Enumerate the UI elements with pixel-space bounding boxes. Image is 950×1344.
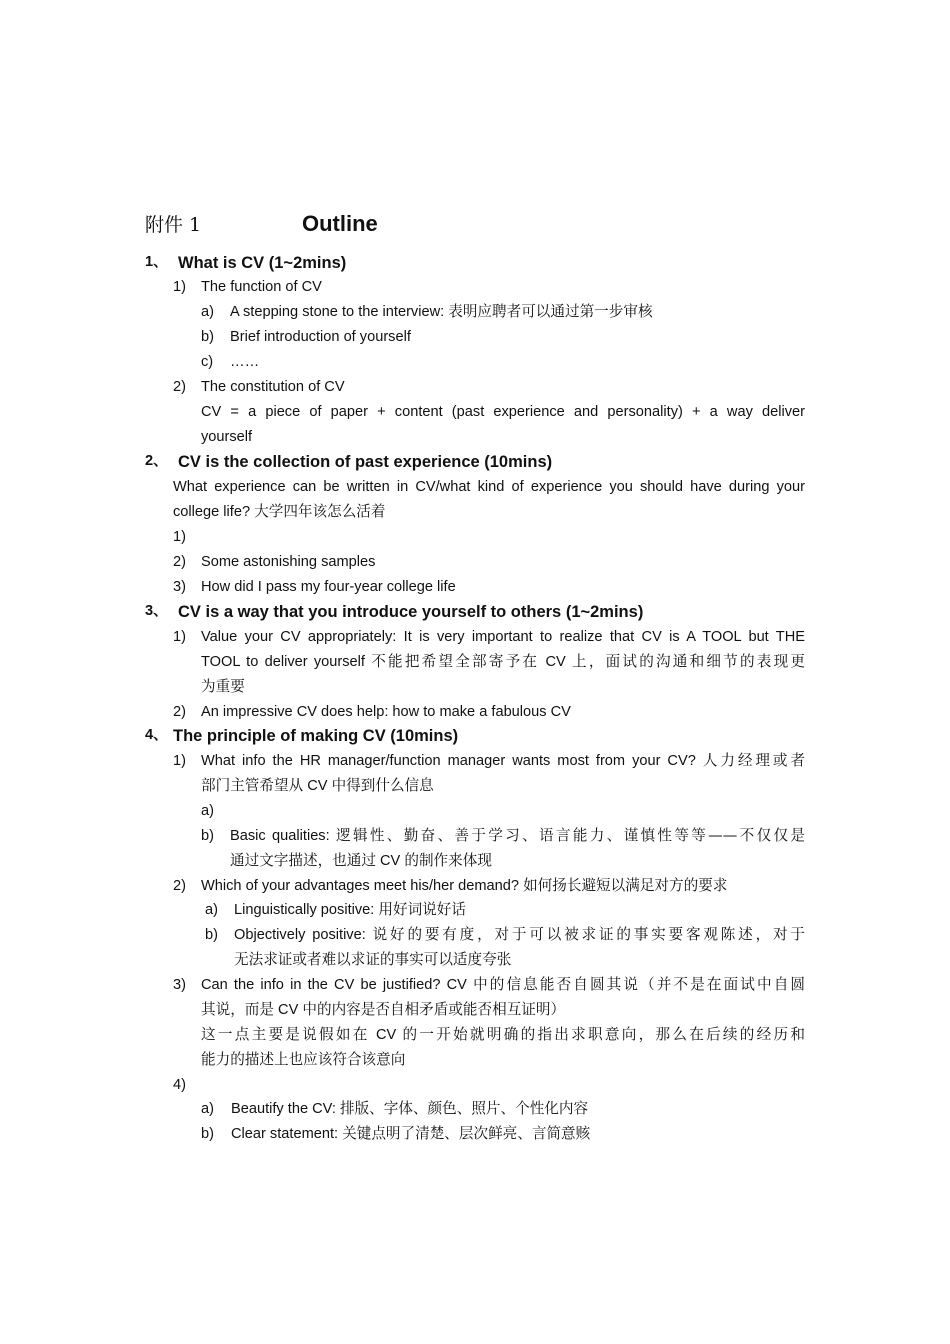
paragraph-line: 能力的描述上也应该符合该意向 xyxy=(201,1051,406,1068)
paragraph-line: Basic qualities: 逻辑性、勤奋、善于学习、语言能力、谨慎性等等——不仅仅是 xyxy=(230,827,805,844)
paragraph-line: Value your CV appropriately: It is very important to realize that CV is A TOOL but THE xyxy=(201,629,805,645)
paragraph-line: 这一点主要是说假如在 CV 的一开始就明确的指出求职意向，那么在后续的经历和 xyxy=(201,1026,805,1043)
list-letter: b) xyxy=(205,927,218,943)
paragraph-line: CV = a piece of paper + content (past experience and personality) + a way deliver xyxy=(201,404,805,420)
list-letter: a) xyxy=(201,1101,214,1117)
paragraph-line: yourself xyxy=(201,429,253,445)
list-item: Which of your advantages meet his/her demand? 如何扬长避短以满足对方的要求 xyxy=(201,877,728,894)
list-letter: b) xyxy=(201,828,214,844)
list-letter: a) xyxy=(201,304,214,320)
paragraph-line: 部门主管希望从 CV 中得到什么信息 xyxy=(201,777,434,794)
section-number: 1、 xyxy=(145,254,168,270)
list-item: Clear statement: 关键点明了清楚、层次鲜亮、言简意赅 xyxy=(231,1125,591,1142)
list-number: 2) xyxy=(173,704,186,720)
list-item: The constitution of CV xyxy=(201,379,345,395)
list-number: 1) xyxy=(173,753,186,769)
list-letter: b) xyxy=(201,329,214,345)
list-number: 1) xyxy=(173,279,186,295)
section-number: 4、 xyxy=(145,727,168,743)
list-item: Brief introduction of yourself xyxy=(230,329,411,345)
attachment-label: 附件 1 xyxy=(145,214,202,236)
list-number: 2) xyxy=(173,878,186,894)
list-number: 2) xyxy=(173,379,186,395)
section-number: 2、 xyxy=(145,453,168,469)
section-heading: CV is a way that you introduce yourself to others (1~2mins) xyxy=(178,603,644,621)
paragraph-line: TOOL to deliver yourself 不能把希望全部寄予在 CV 上，面试的沟通和细节的表现更 xyxy=(201,653,805,670)
list-number: 2) xyxy=(173,554,186,570)
list-number: 4) xyxy=(173,1077,186,1093)
list-letter: c) xyxy=(201,354,214,370)
list-letter: a) xyxy=(205,902,218,918)
list-number: 3) xyxy=(173,977,186,993)
paragraph-line: college life? 大学四年该怎么活着 xyxy=(173,503,386,520)
paragraph-line: What info the HR manager/function manager wants most from your CV? 人力经理或者 xyxy=(201,752,805,769)
list-letter: b) xyxy=(201,1126,214,1142)
section-heading: The principle of making CV (10mins) xyxy=(173,727,459,745)
list-item: The function of CV xyxy=(201,279,322,295)
list-item: Some astonishing samples xyxy=(201,554,376,570)
section-heading: CV is the collection of past experience (10mins) xyxy=(178,453,553,471)
paragraph-line: What experience can be written in CV/what kind of experience you should have during your xyxy=(173,479,805,495)
section-number: 3、 xyxy=(145,603,168,619)
list-number: 1) xyxy=(173,629,186,645)
paragraph-line: 通过文字描述，也通过 CV 的制作来体现 xyxy=(230,852,492,869)
list-item: Linguistically positive: 用好词说好话 xyxy=(234,901,466,918)
paragraph-line: 为重要 xyxy=(201,678,245,695)
section-heading: What is CV (1~2mins) xyxy=(178,254,347,272)
paragraph-line: Can the info in the CV be justified? CV 中的信息能否自圆其说（并不是在面试中自圆 xyxy=(201,976,805,993)
list-number: 3) xyxy=(173,579,186,595)
list-number: 1) xyxy=(173,529,186,545)
list-letter: a) xyxy=(201,803,214,819)
list-item: Beautify the CV: 排版、字体、颜色、照片、个性化内容 xyxy=(231,1100,589,1117)
page-title: Outline xyxy=(302,211,378,236)
list-item: How did I pass my four-year college life xyxy=(201,579,456,595)
paragraph-line: 其说，而是 CV 中的内容是否自相矛盾或能否相互证明） xyxy=(201,1001,566,1018)
list-item: A stepping stone to the interview: 表明应聘者可以通过第一步审核 xyxy=(230,303,653,320)
list-item: …… xyxy=(230,354,260,370)
paragraph-line: Objectively positive: 说好的要有度，对于可以被求证的事实要客观陈述，对于 xyxy=(234,926,805,943)
list-item: An impressive CV does help: how to make a fabulous CV xyxy=(201,704,571,720)
paragraph-line: 无法求证或者难以求证的事实可以适度夸张 xyxy=(234,951,512,968)
